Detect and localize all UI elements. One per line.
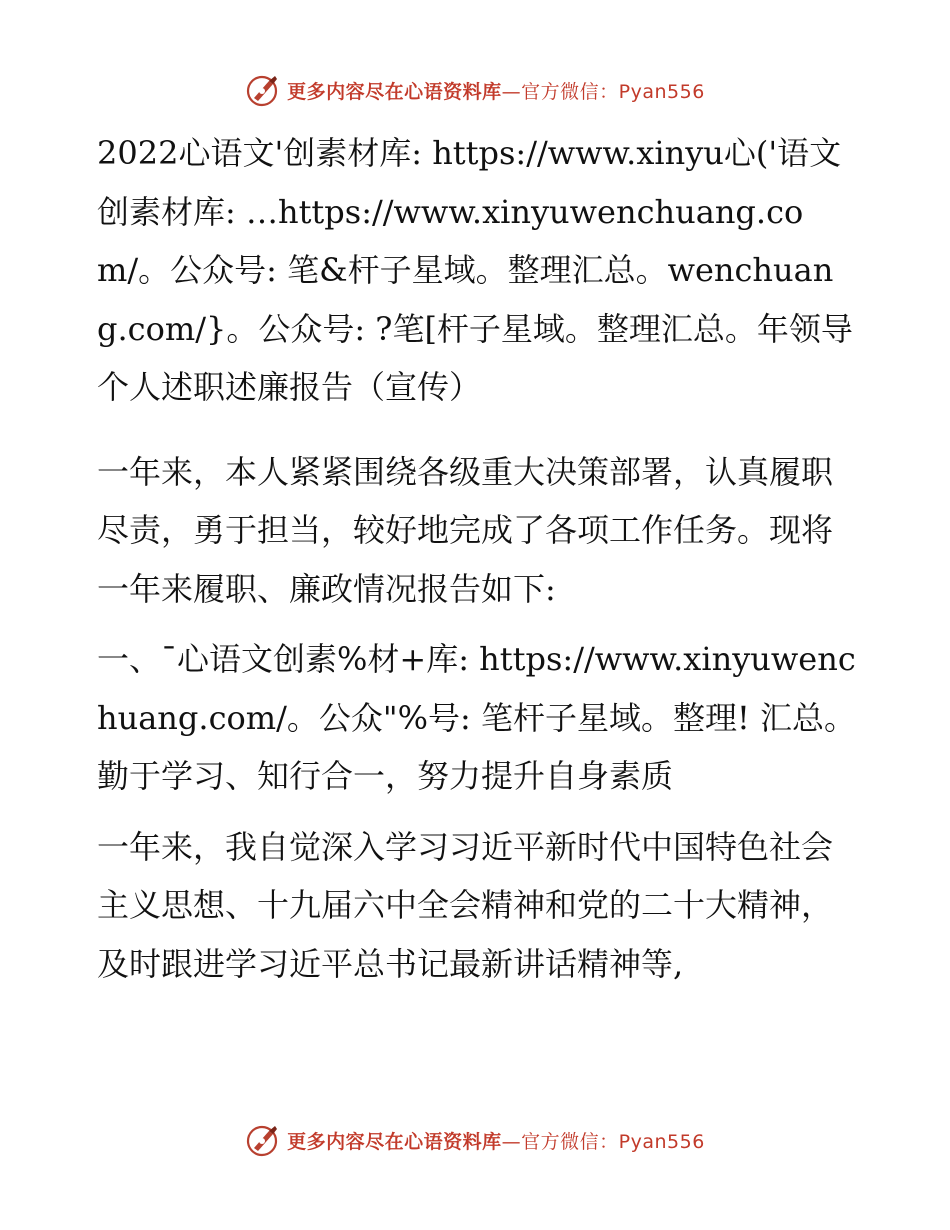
banner-main-text: 更多内容尽在心语资料库: [287, 80, 502, 103]
banner-wechat-text: —官方微信：Pyan556: [501, 1130, 705, 1153]
banner-main-text: 更多内容尽在心语资料库: [287, 1130, 502, 1153]
paragraph-body: 一年来，我自觉深入学习习近平新时代中国特色社会主义思想、十九届六中全会精神和党的二十大精神，及时跟进学习近平总书记最新讲话精神等,: [97, 827, 834, 983]
pen-logo-icon: [245, 72, 281, 108]
pen-logo-icon: [245, 1122, 281, 1158]
paragraph-title: 2022心语文'创素材库: https://www.xinyu心('语文创素材库: …https://www.xinyuwenchuang.com/。公众号: 笔&杆子星域。整理汇总。wenchuang.com/}。公众号: ?笔[杆子星域。整理汇总。年领导个人述职述廉报告（宣传）: [97, 134, 853, 406]
document-body: [97, 124, 857, 1005]
footer-watermark-banner: [0, 1120, 950, 1160]
banner-wechat-text: —官方微信：Pyan556: [501, 80, 705, 103]
header-watermark-banner: [0, 70, 950, 110]
paragraph-intro: 一年来，本人紧紧围绕各级重大决策部署，认真履职尽责，勇于担当，较好地完成了各项工作任务。现将一年来履职、廉政情况报告如下:: [97, 452, 834, 608]
paragraph-section-heading: 一、¯心语文创素%材+库: https://www.xinyuwenchuang.com/。公众"%号: 笔杆子星域。整理! 汇总。勤于学习、知行合一，努力提升自身素质: [97, 640, 856, 795]
